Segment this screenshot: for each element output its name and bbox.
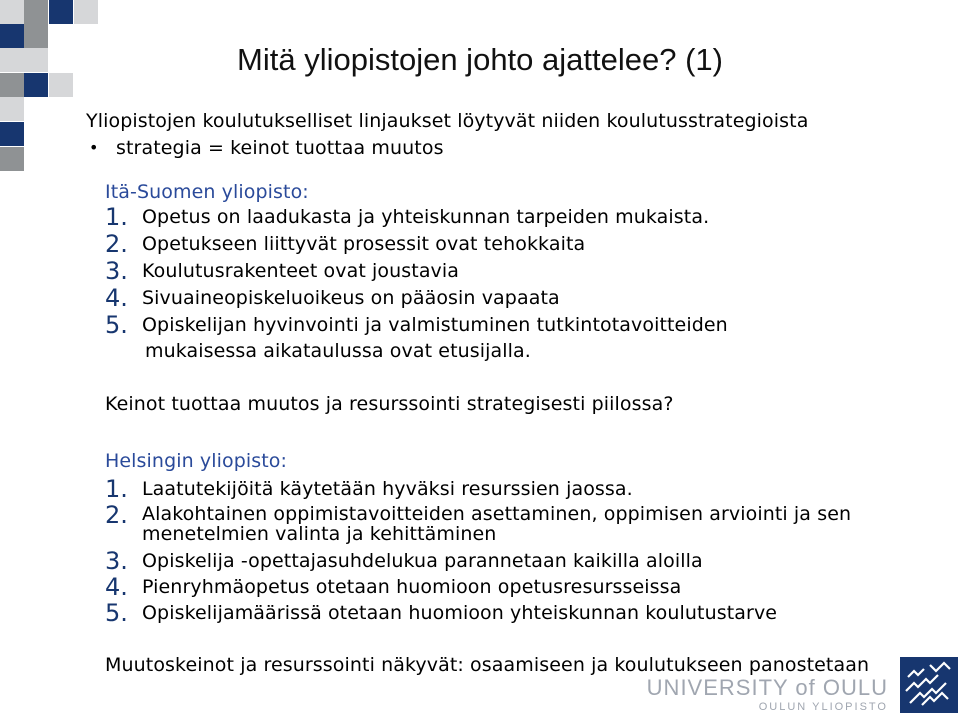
university-logo-text — [647, 675, 888, 713]
helsinki-item-5: Opiskelijamäärissä otetaan huomioon yhteiskunnan koulutustarve — [142, 602, 778, 624]
itasuomi-num-3: 3. — [105, 257, 128, 285]
itasuomi-item-5-cont: mukaisessa aikataulussa ovat etusijalla. — [145, 340, 531, 362]
itasuomi-num-4: 4. — [105, 284, 128, 312]
slide-title: Mitä yliopistojen johto ajattelee? (1) — [237, 42, 723, 77]
helsinki-item-3: Opiskelija -opettajasuhdelukua parannetaan kaikilla aloilla — [142, 550, 703, 572]
helsinki-num-2: 2. — [105, 501, 128, 529]
logo-main-text: UNIVERSITY of OULU — [646, 675, 888, 700]
itasuomi-num-1: 1. — [105, 203, 128, 231]
helsinki-item-2-cont: menetelmien valinta ja kehittäminen — [142, 523, 497, 545]
itasuomi-item-2: Opetukseen liittyvät prosessit ovat tehokkaita — [142, 233, 586, 255]
helsinki-heading: Helsingin yliopisto: — [105, 450, 288, 472]
itasuomi-item-1: Opetus on laadukasta ja yhteiskunnan tarpeiden mukaista. — [142, 206, 710, 228]
itasuomi-item-3: Koulutusrakenteet ovat joustavia — [142, 260, 460, 282]
helsinki-num-3: 3. — [105, 547, 128, 575]
bullet-dot: • — [89, 138, 99, 157]
helsinki-item-4: Pienryhmäopetus otetaan huomioon opetusresursseissa — [142, 576, 682, 598]
logo-sub-text: OULUN YLIOPISTO — [758, 701, 888, 713]
helsinki-num-5: 5. — [105, 599, 128, 627]
helsinki-num-1: 1. — [105, 475, 128, 503]
intro-text: Yliopistojen koulutukselliset linjaukset löytyvät niiden koulutusstrategioista — [86, 110, 809, 132]
itasuomi-item-5: Opiskelijan hyvinvointi ja valmistuminen tutkintotavoitteiden — [142, 314, 728, 336]
helsinki-num-4: 4. — [105, 573, 128, 601]
itasuomi-num-5: 5. — [105, 311, 128, 339]
itasuomi-heading: Itä-Suomen yliopisto: — [105, 181, 309, 203]
bullet-text: strategia = keinot tuottaa muutos — [116, 137, 444, 159]
itasuomi-item-4: Sivuaineopiskeluoikeus on pääosin vapaata — [142, 287, 560, 309]
itasuomi-note: Keinot tuottaa muutos ja resurssointi strategisesti piilossa? — [105, 393, 674, 415]
helsinki-item-2: Alakohtainen oppimistavoitteiden asettaminen, oppimisen arviointi ja sen — [142, 503, 852, 525]
university-logo-icon — [900, 657, 958, 713]
helsinki-item-1: Laatutekijöitä käytetään hyväksi resurssien jaossa. — [142, 478, 633, 500]
helsinki-note: Muutoskeinot ja resurssointi näkyvät: osaamiseen ja koulutukseen panostetaan — [105, 654, 870, 676]
itasuomi-num-2: 2. — [105, 230, 128, 258]
